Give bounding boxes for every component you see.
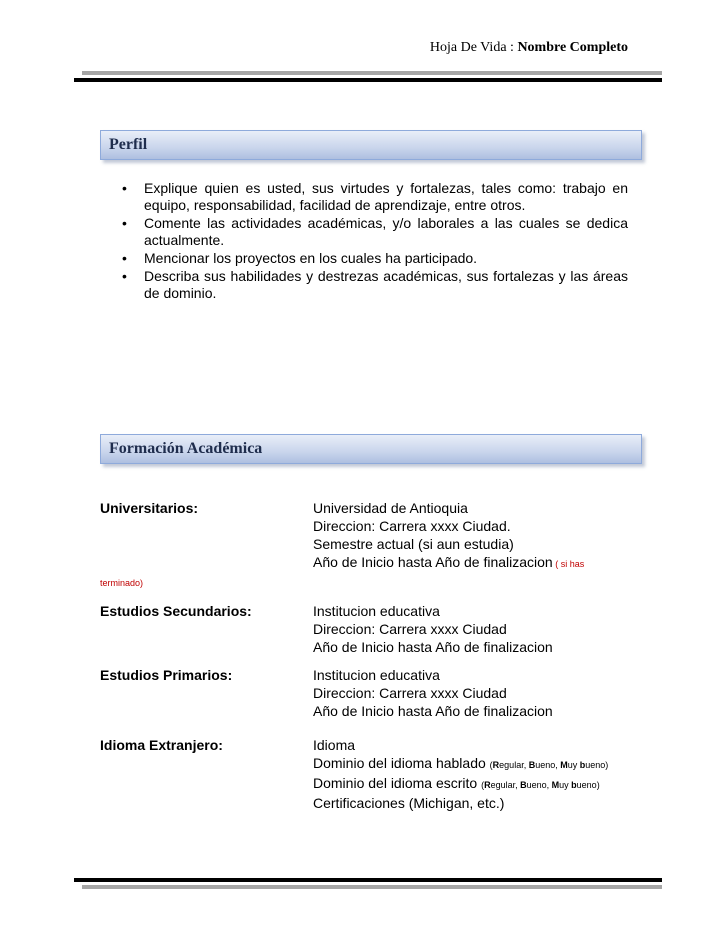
header-rule-thick [74,78,662,82]
bullet-text: Describa sus habilidades y destrezas académicas, sus fortalezas y las áreas de dominio. [144,268,628,301]
level-initial: R [492,760,500,770]
level-initial: M [560,760,568,770]
universitarios-note-end: terminado) [100,578,144,588]
idioma-hablado: Dominio del idioma hablado [313,755,490,771]
level-initial: B [520,780,527,790]
section-title-perfil: Perfil [109,136,148,153]
idioma-label: Idioma Extranjero: [100,737,223,753]
level-text: uy [559,780,572,790]
bullet-text: Comente las actividades académicas, y/o laborales a las cuales se dedica actualmente. [144,215,628,248]
section-header-formacion [100,434,642,464]
idioma-levels: (Regular, Bueno, Muy bueno) [481,780,600,790]
universitarios-line: Semestre actual (si aun estudia) [313,536,514,552]
level-text: egular, [490,780,521,790]
secundarios-line: Direccion: Carrera xxxx Ciudad [313,621,507,637]
idioma-line: Idioma [313,737,356,753]
universitarios-line: Universidad de Antioquia [313,500,468,516]
level-text: egular, [499,760,529,770]
universitarios-line: Direccion: Carrera xxxx Ciudad. [313,518,511,534]
list-item: • Mencionar los proyectos en los cuales ha participado. [122,250,478,266]
secundarios-details [313,602,553,656]
primarios-label: Estudios Primarios: [100,667,233,683]
page-header [430,40,628,56]
level-initial: R [484,780,491,790]
idioma-line [313,774,608,794]
level-text: ueno, [535,760,561,770]
level-text: ueno [576,780,597,790]
perfil-bullet-list [122,180,628,303]
header-rule-thin [82,71,662,75]
universitarios-line [313,553,584,573]
secundarios-label: Estudios Secundarios: [100,603,252,619]
idioma-details [313,736,608,812]
footer-rule-thin [82,885,662,889]
level-text: uy [567,760,580,770]
section-header-perfil [100,130,642,160]
universitarios-note-start: ( si has [552,559,585,569]
list-item: • Describa sus habilidades y destrezas académicas, sus fortalezas y las áreas de dominio. [122,268,628,301]
list-item: • Explique quien es usted, sus virtudes y fortalezas, tales como: trabajo en equipo, responsabilidad, facilidad de aprendizaje, entre otros. [122,180,628,213]
secundarios-line: Año de Inicio hasta Año de finalizacion [313,639,553,655]
section-title-formacion: Formación Académica [109,440,263,457]
universitarios-label: Universitarios: [100,500,199,516]
footer-rule-thick [74,878,662,882]
universitarios-details [313,499,584,573]
bullet-text: Mencionar los proyectos en los cuales ha participado. [144,250,478,266]
primarios-details [313,666,553,720]
idioma-line [313,754,608,774]
primarios-line: Direccion: Carrera xxxx Ciudad [313,685,507,701]
universitarios-years: Año de Inicio hasta Año de finalizacion [313,554,553,570]
level-initial: b [571,780,577,790]
primarios-line: Institucion educativa [313,667,440,683]
secundarios-line: Institucion educativa [313,603,440,619]
header-prefix: Hoja De Vida : [429,40,518,55]
bullet-text: Explique quien es usted, sus virtudes y fortalezas, tales como: trabajo en equipo, responsabilidad, facilidad de aprendizaje, entre otros. [144,180,628,213]
idioma-escrito: Dominio del idioma escrito [313,775,482,791]
level-text: ueno, [526,780,552,790]
idioma-levels: (Regular, Bueno, Muy bueno) [489,760,609,770]
level-text: ueno [585,760,606,770]
header-name: Nombre Completo [517,40,628,55]
level-initial: B [528,760,536,770]
idioma-line: Certificaciones (Michigan, etc.) [313,795,505,811]
level-initial: M [551,780,560,790]
primarios-line: Año de Inicio hasta Año de finalizacion [313,703,553,719]
list-item: • Comente las actividades académicas, y/o laborales a las cuales se dedica actualmente. [122,215,628,248]
level-initial: b [579,760,586,770]
